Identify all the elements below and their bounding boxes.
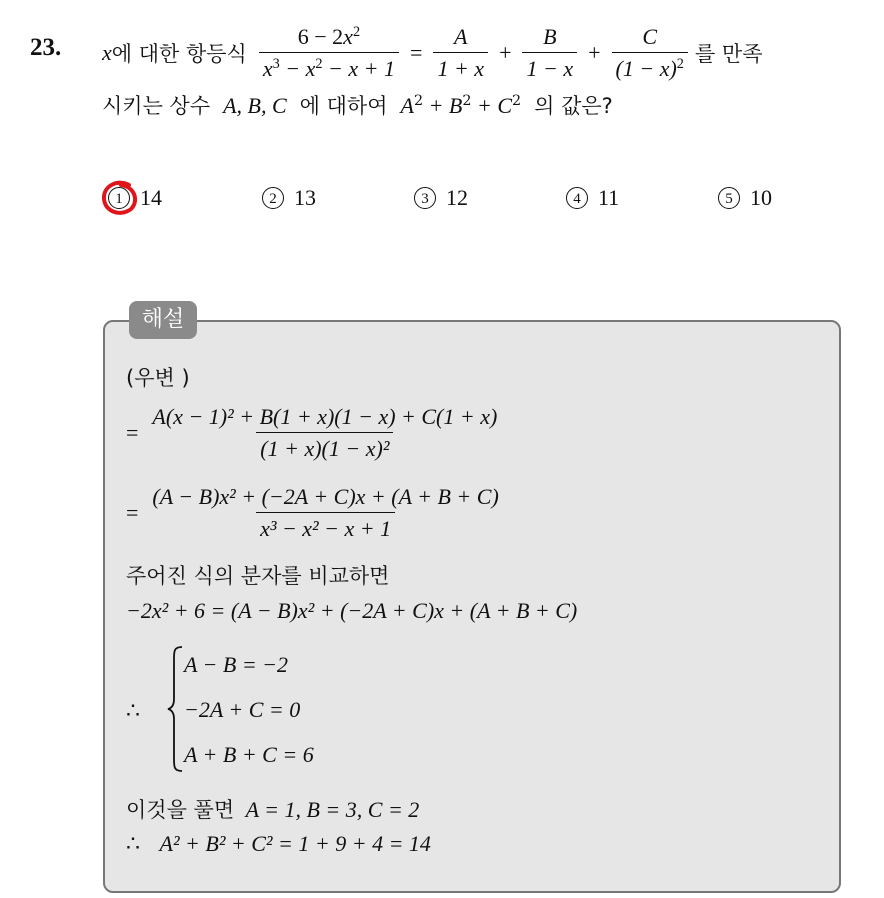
line2-text-b: 에 대하여 [299, 94, 388, 118]
line2-vars: A, B, C [223, 93, 287, 118]
choice-3-symbol: 3 [414, 187, 436, 209]
term-a-den: 1 + x [433, 52, 488, 82]
step-2-eq: = [126, 500, 139, 525]
term-b-den: 1 − x [522, 52, 577, 82]
choice-5[interactable] [718, 185, 772, 211]
term-a-num: A [454, 24, 468, 49]
lhs-den-var: x [262, 56, 273, 81]
choice-3[interactable] [414, 185, 468, 211]
solution-label: 해설 [129, 301, 197, 339]
question-variable: x [102, 40, 112, 65]
choice-1-symbol: 1 [108, 187, 130, 209]
solve-prefix: 이것을 풀면 [126, 798, 235, 822]
lhs-den-exp1: 3 [272, 56, 280, 73]
plus-sign-2: + [588, 40, 601, 65]
plus-sign-1: + [499, 40, 512, 65]
term-c-num: C [642, 24, 658, 49]
solve-values: A = 1, B = 3, C = 2 [245, 797, 420, 822]
line2-sq-a: 2 [413, 93, 424, 110]
step-1-fraction [148, 404, 501, 462]
step-2-den: x³ − x² − x + 1 [256, 512, 395, 542]
lhs-num-text: 6 − 2 [297, 24, 344, 49]
system-eq-1: A − B = −2 [184, 652, 289, 677]
line2-sq-b: 2 [462, 93, 472, 110]
term-c-den: (1 − x) [615, 56, 677, 81]
step-2-fraction [148, 484, 502, 542]
system-eq-3: A + B + C = 6 [184, 742, 314, 767]
step-1 [126, 404, 506, 462]
lhs-fraction [259, 24, 399, 82]
identity-line: −2x² + 6 = (A − B)x² + (−2A + C)x + (A + B + C) [126, 598, 578, 623]
solve-line [126, 794, 419, 824]
question-suffix: 를 만족 [694, 42, 763, 66]
line2-sq-c: 2 [512, 93, 522, 110]
lhs-den-term2: − x [279, 56, 316, 81]
rhs-label [126, 362, 190, 392]
choice-2[interactable] [262, 185, 316, 211]
choice-5-value: 10 [750, 185, 772, 210]
term-c-fraction [612, 24, 688, 82]
term-b-fraction [522, 24, 577, 82]
final-line [126, 831, 431, 857]
choice-1-value: 14 [140, 185, 162, 210]
choice-4-symbol: 4 [566, 187, 588, 209]
term-b-num: B [543, 24, 557, 49]
compare-text [126, 560, 389, 590]
choice-5-symbol: 5 [718, 187, 740, 209]
question-number: 23. [30, 34, 62, 61]
lhs-den-term3: − x + 1 [322, 56, 396, 81]
term-a-fraction [433, 24, 488, 82]
answer-mark-circle [99, 179, 139, 219]
line2-expr-b: + B [423, 93, 463, 118]
equals-sign: = [410, 40, 423, 65]
choice-3-value: 12 [446, 185, 468, 210]
rhs-label-text: (우변 ) [126, 366, 190, 390]
line2-expr-a: A [400, 93, 414, 118]
lhs-num-var: x [343, 24, 353, 49]
step-1-eq: = [126, 420, 139, 445]
compare-text-content: 주어진 식의 분자를 비교하면 [126, 564, 390, 588]
question-line-1 [102, 18, 763, 88]
system-eq-2: −2A + C = 0 [184, 697, 301, 722]
line2-text-a: 시키는 상수 [102, 94, 211, 118]
choice-2-symbol: 2 [262, 187, 284, 209]
term-c-exp: 2 [676, 56, 684, 73]
step-2 [126, 484, 508, 542]
therefore-symbol-1: ∴ [126, 698, 140, 723]
step-1-den: (1 + x)(1 − x)² [256, 432, 393, 462]
system-brace [166, 645, 184, 773]
line2-expr-c: + C [471, 93, 512, 118]
lhs-num-exp: 2 [352, 24, 361, 41]
question-line-2 [102, 90, 613, 120]
step-1-num: A(x − 1)² + B(1 + x)(1 − x) + C(1 + x) [152, 404, 498, 429]
choice-4-value: 11 [598, 185, 620, 210]
choice-4[interactable] [566, 185, 619, 211]
final-result: A² + B² + C² = 1 + 9 + 4 = 14 [159, 831, 431, 856]
choice-2-value: 13 [294, 185, 316, 210]
line2-text-c: 의 값은? [534, 94, 613, 118]
therefore-symbol-2: ∴ [126, 831, 140, 856]
question-prefix: 에 대한 항등식 [111, 42, 247, 66]
step-2-num: (A − B)x² + (−2A + C)x + (A + B + C) [152, 484, 499, 509]
lhs-den-exp2: 2 [315, 56, 323, 73]
